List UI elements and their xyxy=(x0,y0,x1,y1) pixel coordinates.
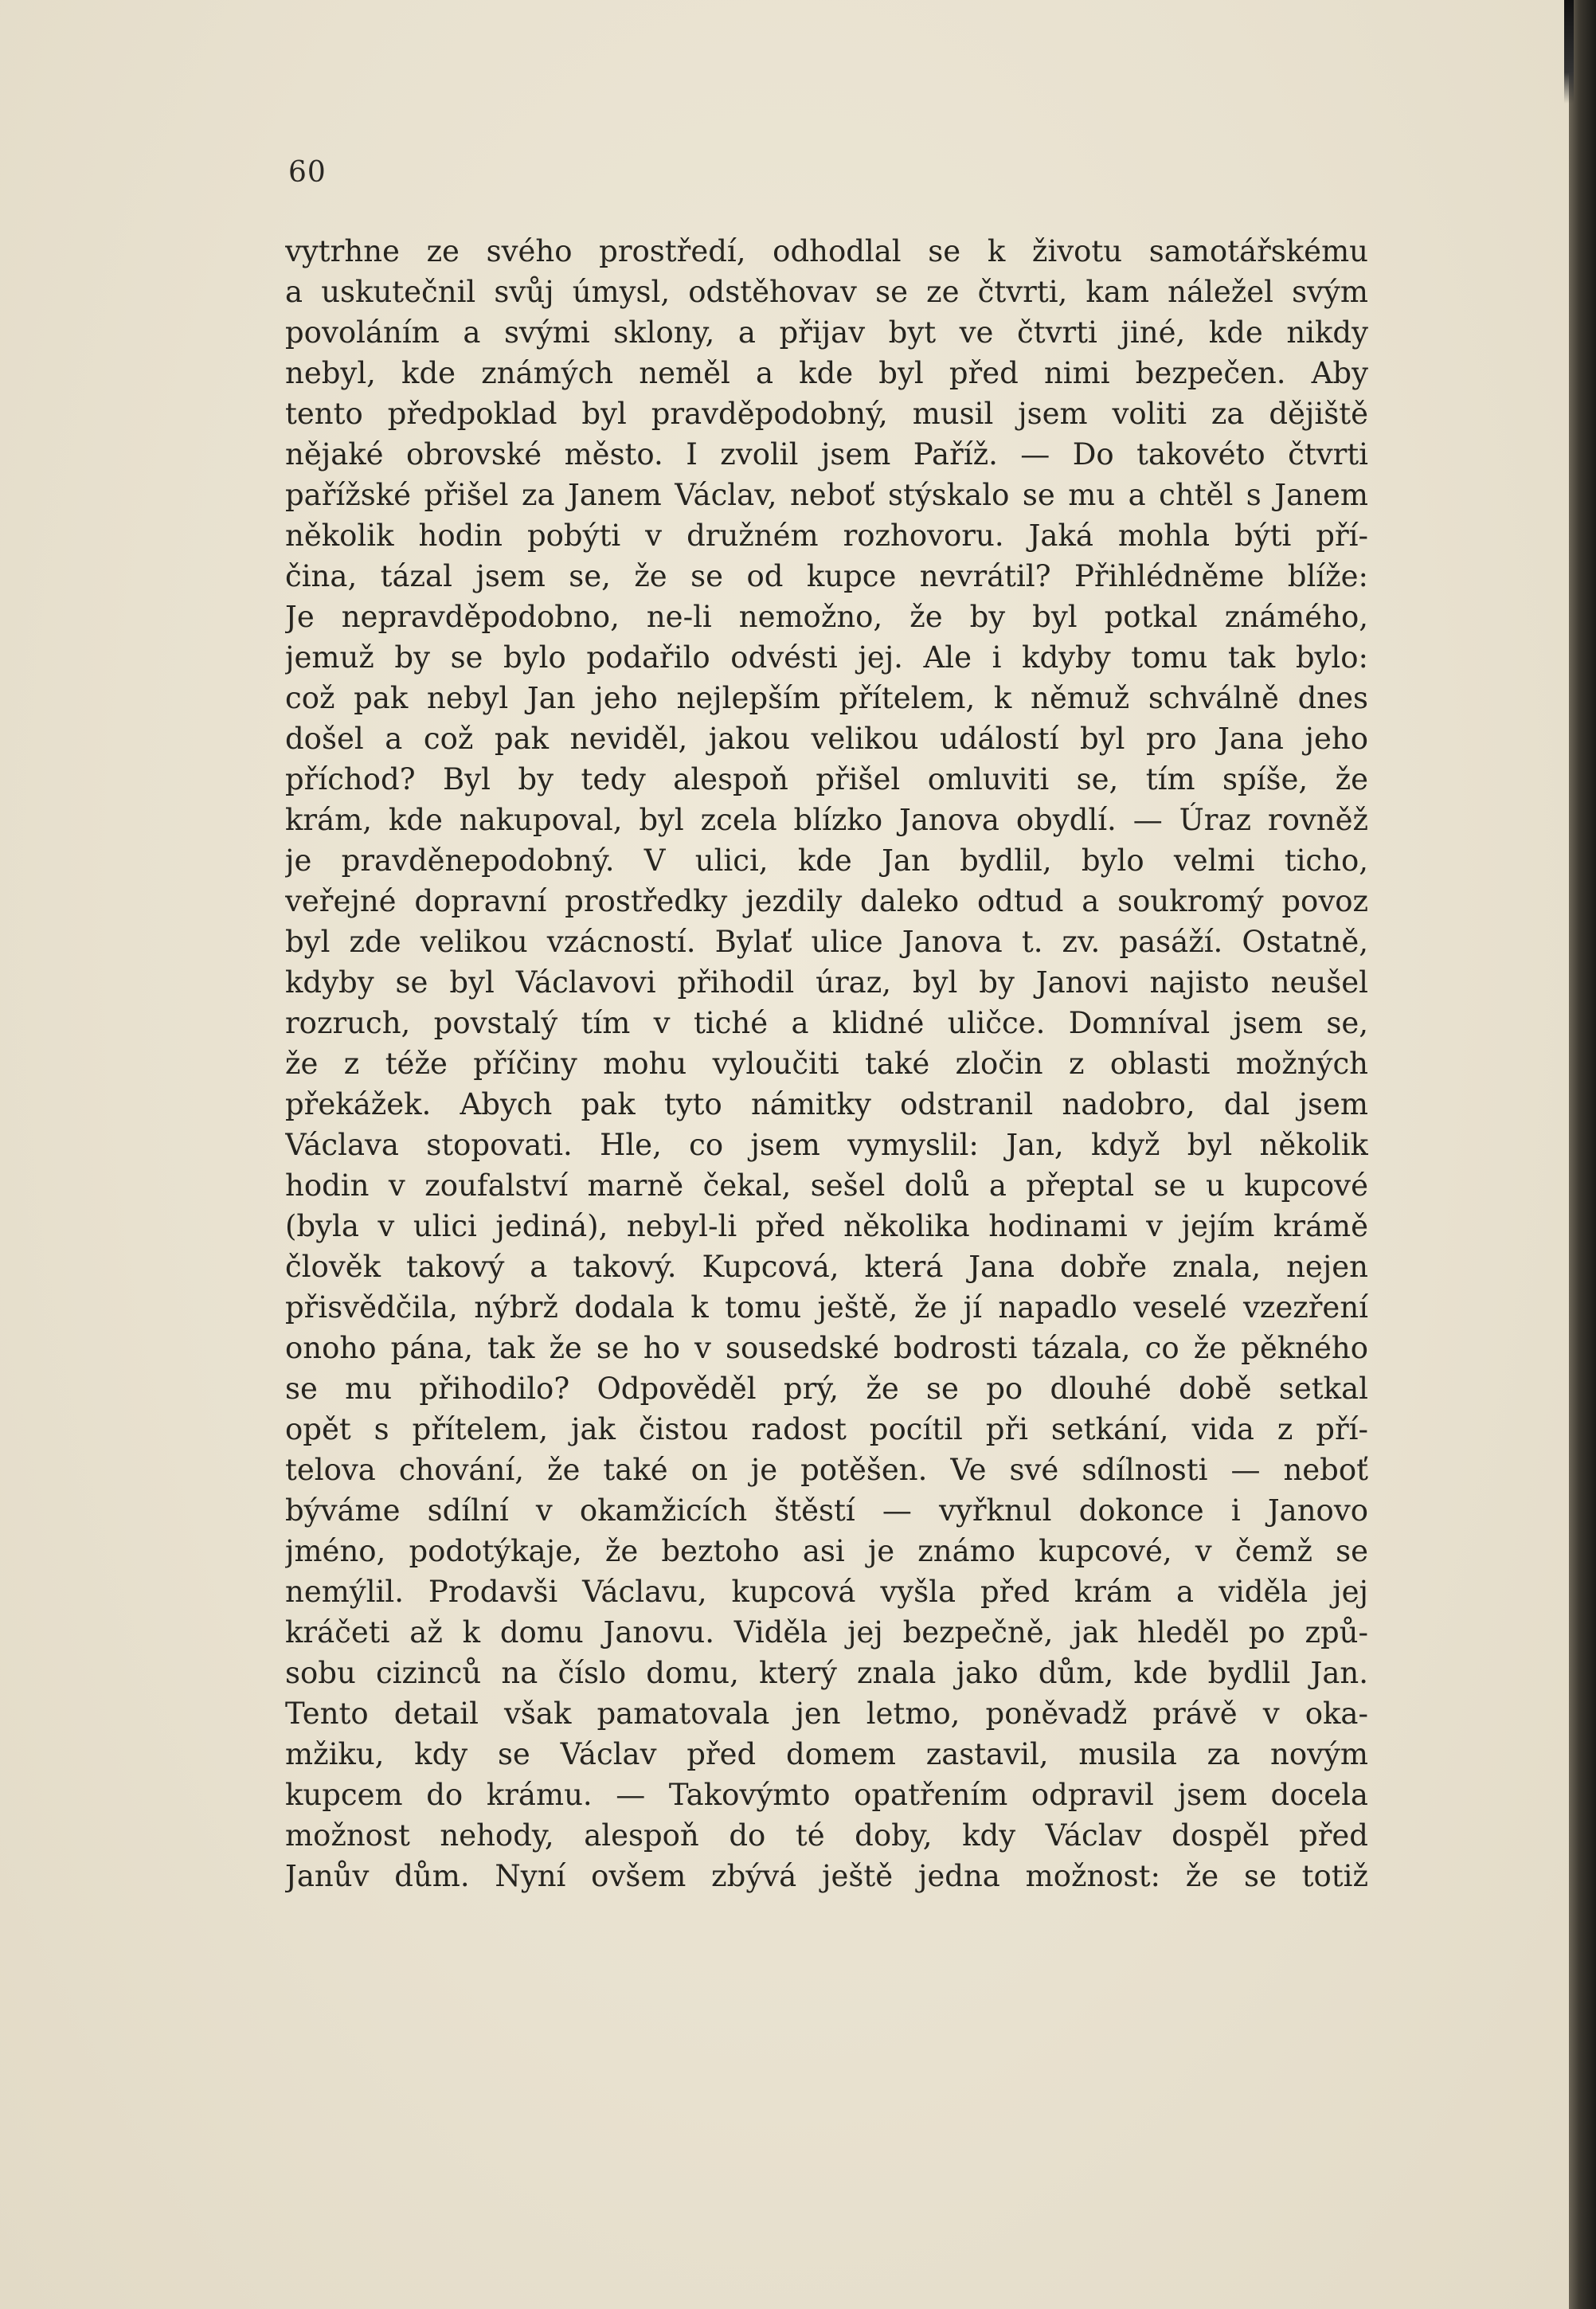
text-line: povoláním a svými sklony, a přijav byt ve čtvrti jiné, kde nikdy xyxy=(285,315,1368,350)
text-line: nějaké obrovské město. I zvolil jsem Paříž. — Do takovéto čtvrti xyxy=(285,437,1368,472)
text-line: několik hodin pobýti v družném rozhovoru. Jaká mohla býti pří- xyxy=(285,519,1368,553)
text-line: mžiku, kdy se Václav před domem zastavil, musila za novým xyxy=(285,1737,1368,1771)
text-line: čina, tázal jsem se, že se od kupce nevrátil? Přihlédněme blíže: xyxy=(285,559,1368,593)
text-line: Janův dům. Nyní ovšem zbývá ještě jedna možnost: že se totiž xyxy=(285,1859,1368,1893)
text-line: a uskutečnil svůj úmysl, odstěhovav se ze čtvrti, kam náležel svým xyxy=(285,275,1368,309)
text-line: tento předpoklad byl pravděpodobný, musil jsem voliti za dějiště xyxy=(285,397,1368,431)
text-line: (byla v ulici jediná), nebyl-li před několika hodinami v jejím krámě xyxy=(285,1209,1368,1243)
text-line: býváme sdílní v okamžicích štěstí — vyřknul dokonce i Janovo xyxy=(285,1493,1368,1528)
page-edge-shadow xyxy=(1569,0,1596,2309)
text-line: onoho pána, tak že se ho v sousedské bodrosti tázala, co že pěkného xyxy=(285,1331,1368,1365)
text-line: veřejné dopravní prostředky jezdily daleko odtud a soukromý povoz xyxy=(285,884,1368,918)
text-line: jemuž by se bylo podařilo odvésti jej. Ale i kdyby tomu tak bylo: xyxy=(285,640,1368,675)
text-line: kráčeti až k domu Janovu. Viděla jej bezpečně, jak hleděl po způ- xyxy=(285,1615,1368,1650)
text-line: opět s přítelem, jak čistou radost pocítil při setkání, vida z pří- xyxy=(285,1412,1368,1446)
text-line: Je nepravděpodobno, ne-li nemožno, že by byl potkal známého, xyxy=(285,600,1368,634)
text-line: pařížské přišel za Janem Václav, neboť stýskalo se mu a chtěl s Janem xyxy=(285,478,1368,512)
text-line: krám, kde nakupoval, byl zcela blízko Janova obydlí. — Úraz rovněž xyxy=(285,803,1368,837)
text-line: sobu cizinců na číslo domu, který znala jako dům, kde bydlil Jan. xyxy=(285,1656,1368,1690)
text-line: hodin v zoufalství marně čekal, sešel dolů a přeptal se u kupcové xyxy=(285,1168,1368,1203)
text-line: se mu přihodilo? Odpověděl prý, že se po dlouhé době setkal xyxy=(285,1372,1368,1406)
text-line: je pravděnepodobný. V ulici, kde Jan bydlil, bylo velmi ticho, xyxy=(285,843,1368,878)
text-line: Tento detail však pamatovala jen letmo, poněvadž právě v oka- xyxy=(285,1697,1368,1731)
text-line: člověk takový a takový. Kupcová, která Jana dobře znala, nejen xyxy=(285,1250,1368,1284)
text-line: kdyby se byl Václavovi přihodil úraz, byl by Janovi najisto neušel xyxy=(285,965,1368,1000)
text-line: rozruch, povstalý tím v tiché a klidné uličce. Domníval jsem se, xyxy=(285,1006,1368,1040)
text-line: překážek. Abych pak tyto námitky odstranil nadobro, dal jsem xyxy=(285,1087,1368,1121)
text-line: že z téže příčiny mohu vyloučiti také zločin z oblasti možných xyxy=(285,1047,1368,1081)
text-line: nebyl, kde známých neměl a kde byl před nimi bezpečen. Aby xyxy=(285,356,1368,390)
binding-mark xyxy=(1564,0,1574,104)
text-line: což pak nebyl Jan jeho nejlepším přítelem, k němuž schválně dnes xyxy=(285,681,1368,715)
text-line: přisvědčila, nýbrž dodala k tomu ještě, že jí napadlo veselé vzezření xyxy=(285,1290,1368,1325)
page-number: 60 xyxy=(288,156,327,189)
text-line: byl zde velikou vzácností. Bylať ulice Janova t. zv. pasáží. Ostatně, xyxy=(285,925,1368,959)
text-line: telova chování, že také on je potěšen. Ve své sdílnosti — neboť xyxy=(285,1453,1368,1487)
text-line: vytrhne ze svého prostředí, odhodlal se k životu samotářskému xyxy=(285,234,1368,268)
text-line: jméno, podotýkaje, že beztoho asi je známo kupcové, v čemž se xyxy=(285,1534,1368,1568)
text-line: možnost nehody, alespoň do té doby, kdy Václav dospěl před xyxy=(285,1818,1368,1853)
text-line: nemýlil. Prodavši Václavu, kupcová vyšla před krám a viděla jej xyxy=(285,1575,1368,1609)
text-line: došel a což pak neviděl, jakou velikou událostí byl pro Jana jeho xyxy=(285,722,1368,756)
text-line: kupcem do krámu. — Takovýmto opatřením odpravil jsem docela xyxy=(285,1778,1368,1812)
body-text xyxy=(285,231,1368,1896)
text-line: Václava stopovati. Hle, co jsem vymyslil: Jan, když byl několik xyxy=(285,1128,1368,1162)
text-line: příchod? Byl by tedy alespoň přišel omluviti se, tím spíše, že xyxy=(285,762,1368,796)
